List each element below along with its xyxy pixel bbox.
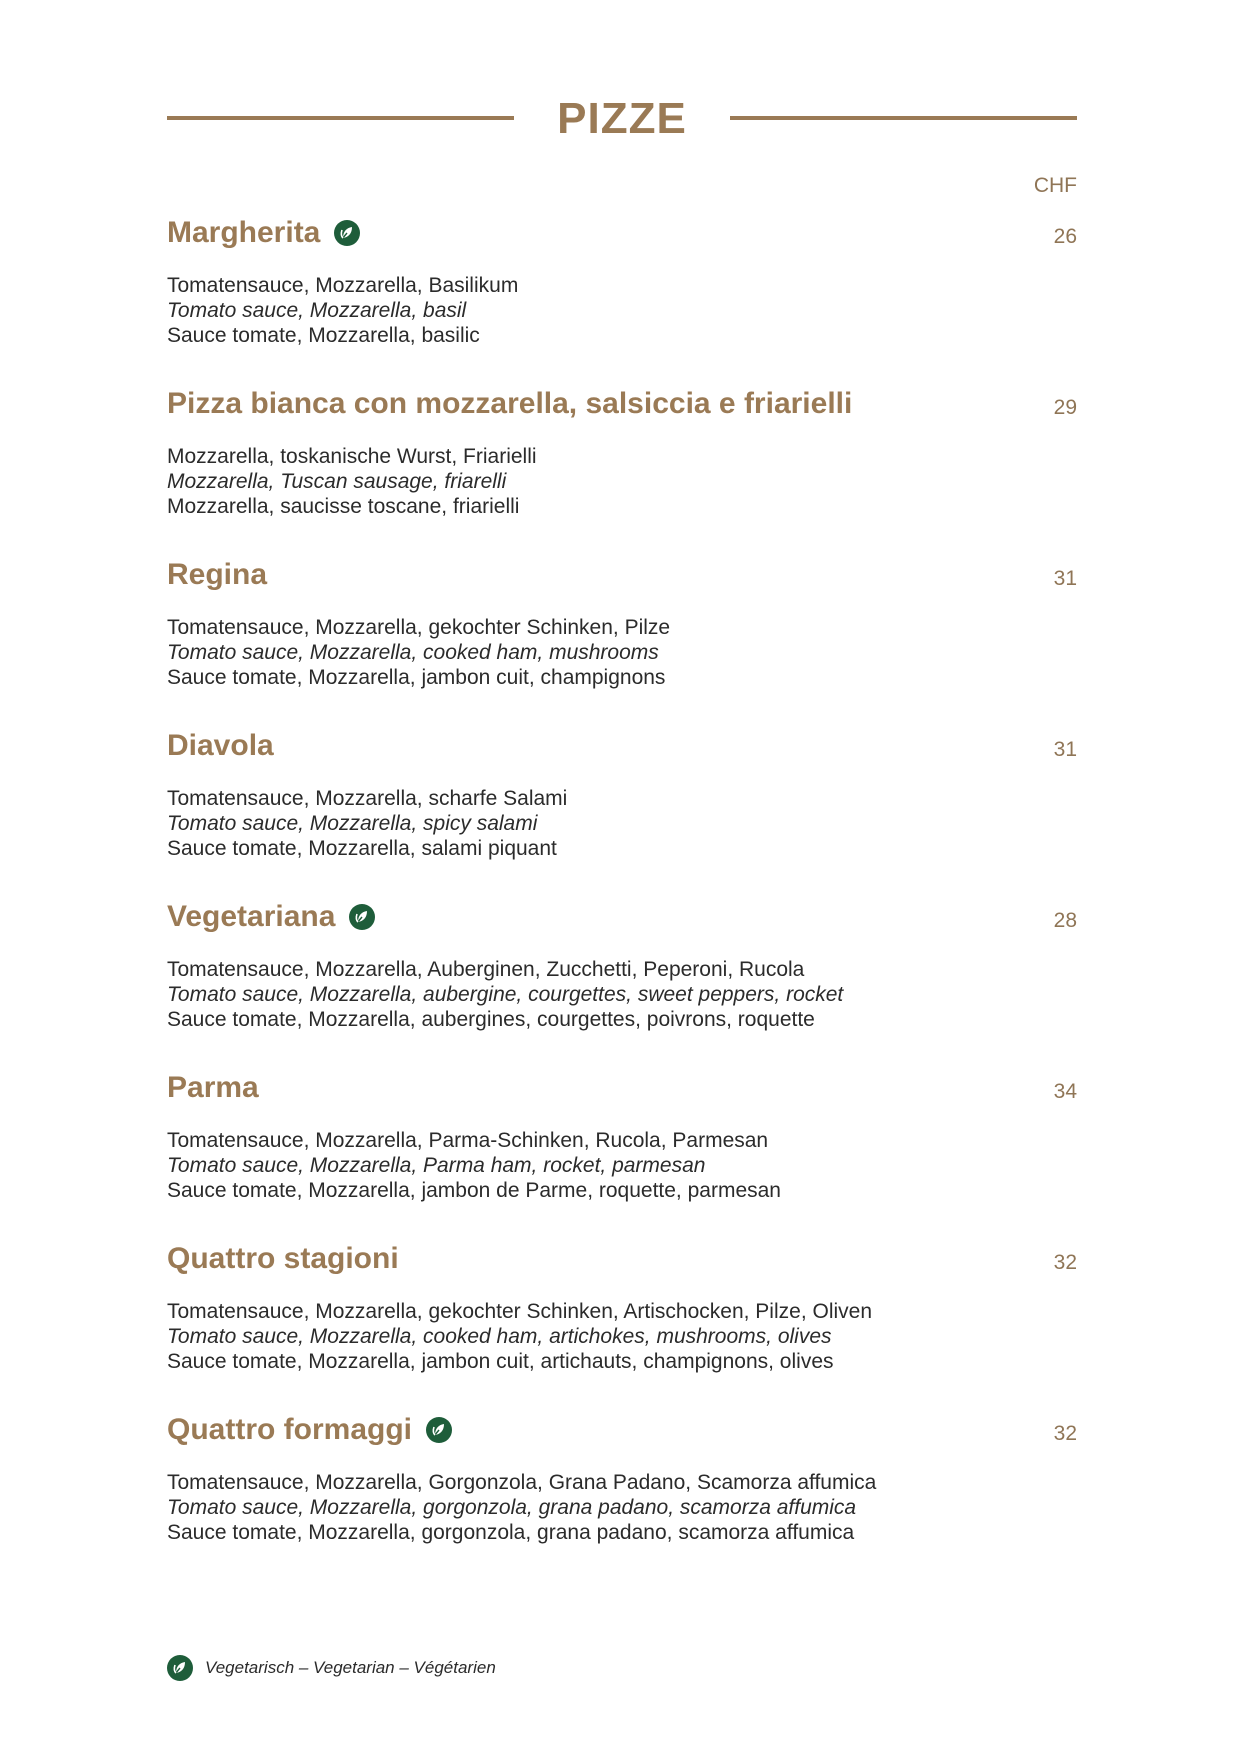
menu-item-name-row	[167, 213, 360, 253]
menu-item-description	[167, 1470, 876, 1545]
description-english: Tomato sauce, Mozzarella, spicy salami	[167, 812, 538, 835]
menu-item-price: 32	[1053, 1251, 1077, 1274]
description-german: Tomatensauce, Mozzarella, gekochter Schinken, Pilze	[167, 616, 671, 639]
legend-footer	[167, 1655, 496, 1681]
menu-item	[167, 384, 1077, 555]
menu-item-name-row	[167, 897, 375, 937]
menu-item-name-row	[167, 1410, 452, 1450]
menu-item-name: Pizza bianca con mozzarella, salsiccia e friarielli	[167, 387, 853, 420]
vegetarian-legend: Vegetarisch – Vegetarian – Végétarien	[205, 1658, 496, 1677]
description-french: Sauce tomate, Mozzarella, basilic	[167, 324, 480, 347]
menu-item-description	[167, 444, 537, 519]
menu-item-description	[167, 1299, 872, 1374]
description-french: Sauce tomate, Mozzarella, gorgonzola, grana padano, scamorza affumica	[167, 1521, 855, 1544]
menu-item-price: 34	[1053, 1080, 1077, 1103]
description-german: Mozzarella, toskanische Wurst, Friarielli	[167, 445, 537, 468]
menu-item-description	[167, 786, 567, 861]
description-english: Tomato sauce, Mozzarella, gorgonzola, grana padano, scamorza affumica	[167, 1496, 857, 1519]
description-german: Tomatensauce, Mozzarella, scharfe Salami	[167, 787, 568, 810]
menu-item	[167, 726, 1077, 897]
description-french: Sauce tomate, Mozzarella, jambon cuit, artichauts, champignons, olives	[167, 1350, 834, 1373]
menu-item-name: Quattro formaggi	[167, 1413, 412, 1446]
menu-item-name-row	[167, 1239, 399, 1279]
description-english: Tomato sauce, Mozzarella, cooked ham, mushrooms	[167, 641, 659, 664]
menu-item-price: 31	[1053, 738, 1077, 761]
menu-item-name: Vegetariana	[167, 900, 336, 933]
leaf-icon	[426, 1417, 452, 1443]
description-german: Tomatensauce, Mozzarella, Parma-Schinken, Rucola, Parmesan	[167, 1129, 769, 1152]
menu-item-name: Margherita	[167, 216, 321, 249]
menu-item	[167, 1410, 1077, 1581]
menu-item-description	[167, 615, 670, 690]
menu-item	[167, 213, 1077, 384]
description-german: Tomatensauce, Mozzarella, gekochter Schinken, Artischocken, Pilze, Oliven	[167, 1300, 873, 1323]
menu-item-name: Quattro stagioni	[167, 1242, 399, 1275]
description-english: Mozzarella, Tuscan sausage, friarelli	[167, 470, 507, 493]
menu-item-name: Regina	[167, 558, 268, 591]
description-english: Tomato sauce, Mozzarella, cooked ham, artichokes, mushrooms, olives	[167, 1325, 832, 1348]
leaf-icon	[349, 904, 375, 930]
description-english: Tomato sauce, Mozzarella, Parma ham, rocket, parmesan	[167, 1154, 706, 1177]
currency-label: CHF	[1033, 174, 1077, 197]
menu-item-price: 31	[1053, 567, 1077, 590]
menu-item-description	[167, 957, 843, 1032]
menu-item-description	[167, 1128, 781, 1203]
description-german: Tomatensauce, Mozzarella, Basilikum	[167, 274, 519, 297]
page-header	[167, 96, 1077, 146]
menu-item-price: 28	[1053, 909, 1077, 932]
menu-item-name-row	[167, 555, 267, 595]
menu-item-name: Diavola	[167, 729, 274, 762]
description-english: Tomato sauce, Mozzarella, aubergine, courgettes, sweet peppers, rocket	[167, 983, 844, 1006]
menu-item-price: 32	[1053, 1422, 1077, 1445]
description-french: Mozzarella, saucisse toscane, friarielli	[167, 495, 520, 518]
description-english: Tomato sauce, Mozzarella, basil	[167, 299, 467, 322]
menu-item-price: 26	[1053, 225, 1077, 248]
description-french: Sauce tomate, Mozzarella, jambon de Parme, roquette, parmesan	[167, 1179, 781, 1202]
menu-item-name: Parma	[167, 1071, 259, 1104]
menu-item-name-row	[167, 726, 274, 766]
menu-item	[167, 555, 1077, 726]
page-title: PIZZE	[557, 94, 687, 143]
description-german: Tomatensauce, Mozzarella, Auberginen, Zucchetti, Peperoni, Rucola	[167, 958, 805, 981]
leaf-icon	[167, 1655, 193, 1681]
menu-item	[167, 1239, 1077, 1410]
menu-item	[167, 1068, 1077, 1239]
menu-item-price: 29	[1053, 396, 1077, 419]
description-french: Sauce tomate, Mozzarella, jambon cuit, champignons	[167, 666, 666, 689]
menu-item-description	[167, 273, 518, 348]
description-french: Sauce tomate, Mozzarella, salami piquant	[167, 837, 557, 860]
menu-item-name-row	[167, 1068, 259, 1108]
header-rule-right	[730, 116, 1077, 120]
menu-item	[167, 897, 1077, 1068]
menu-item-name-row	[167, 384, 852, 424]
leaf-icon	[334, 220, 360, 246]
description-german: Tomatensauce, Mozzarella, Gorgonzola, Grana Padano, Scamorza affumica	[167, 1471, 877, 1494]
menu-list	[167, 213, 1077, 1581]
description-french: Sauce tomate, Mozzarella, aubergines, courgettes, poivrons, roquette	[167, 1008, 815, 1031]
